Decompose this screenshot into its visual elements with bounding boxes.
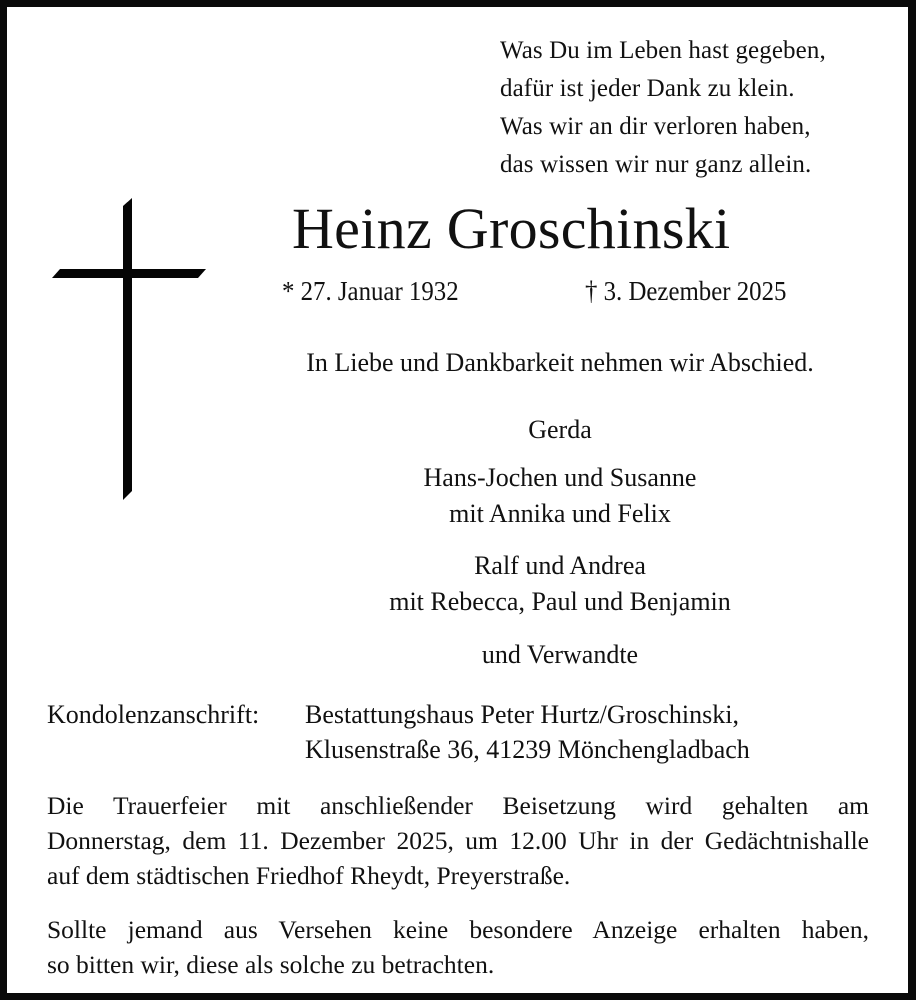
ceremony-info bbox=[47, 788, 869, 893]
poem-line: dafür ist jeder Dank zu klein. bbox=[500, 75, 795, 102]
poem-line: Was wir an dir verloren haben, bbox=[500, 113, 811, 140]
mourner-line: und Verwandte bbox=[481, 640, 639, 669]
deceased-name: Heinz Groschinski bbox=[292, 196, 731, 261]
mourner-group bbox=[240, 637, 880, 673]
cross-icon bbox=[52, 198, 206, 500]
condolence-line: Klusenstraße 36, 41239 Mönchengladbach bbox=[305, 735, 750, 764]
mourner-group bbox=[240, 548, 880, 620]
condolence-address bbox=[47, 697, 750, 767]
mourner-line: mit Annika und Felix bbox=[449, 499, 671, 528]
death-date: † 3. Dezember 2025 bbox=[585, 276, 787, 306]
farewell-line: In Liebe und Dankbarkeit nehmen wir Abschied. bbox=[306, 348, 814, 377]
ceremony-line: Donnerstag, dem 11. Dezember 2025, um 12.00 Uhr in der Gedächtnishalle bbox=[47, 826, 869, 855]
notice-line: Sollte jemand aus Versehen keine besondere Anzeige erhalten haben, bbox=[47, 915, 869, 944]
ceremony-line: auf dem städtischen Friedhof Rheydt, Preyerstraße. bbox=[47, 861, 571, 890]
closing-notice bbox=[47, 912, 869, 982]
condolence-line: Bestattungshaus Peter Hurtz/Groschinski, bbox=[305, 700, 739, 729]
poem-line: Was Du im Leben hast gegeben, bbox=[500, 37, 826, 64]
notice-line: so bitten wir, diese als solche zu betrachten. bbox=[47, 950, 495, 979]
memorial-poem bbox=[500, 32, 826, 184]
mourner-group bbox=[240, 460, 880, 532]
poem-line: das wissen wir nur ganz allein. bbox=[500, 151, 812, 178]
birth-date: * 27. Januar 1932 bbox=[282, 276, 459, 306]
mourner-group bbox=[240, 412, 880, 448]
mourner-line: mit Rebecca, Paul und Benjamin bbox=[389, 587, 731, 616]
mourner-line: Hans-Jochen und Susanne bbox=[423, 463, 697, 492]
ceremony-line: Die Trauerfeier mit anschließender Beisetzung wird gehalten am bbox=[47, 791, 869, 820]
condolence-label: Kondolenzanschrift: bbox=[47, 700, 260, 729]
mourner-line: Ralf und Andrea bbox=[474, 551, 646, 580]
mourner-line: Gerda bbox=[528, 415, 592, 444]
